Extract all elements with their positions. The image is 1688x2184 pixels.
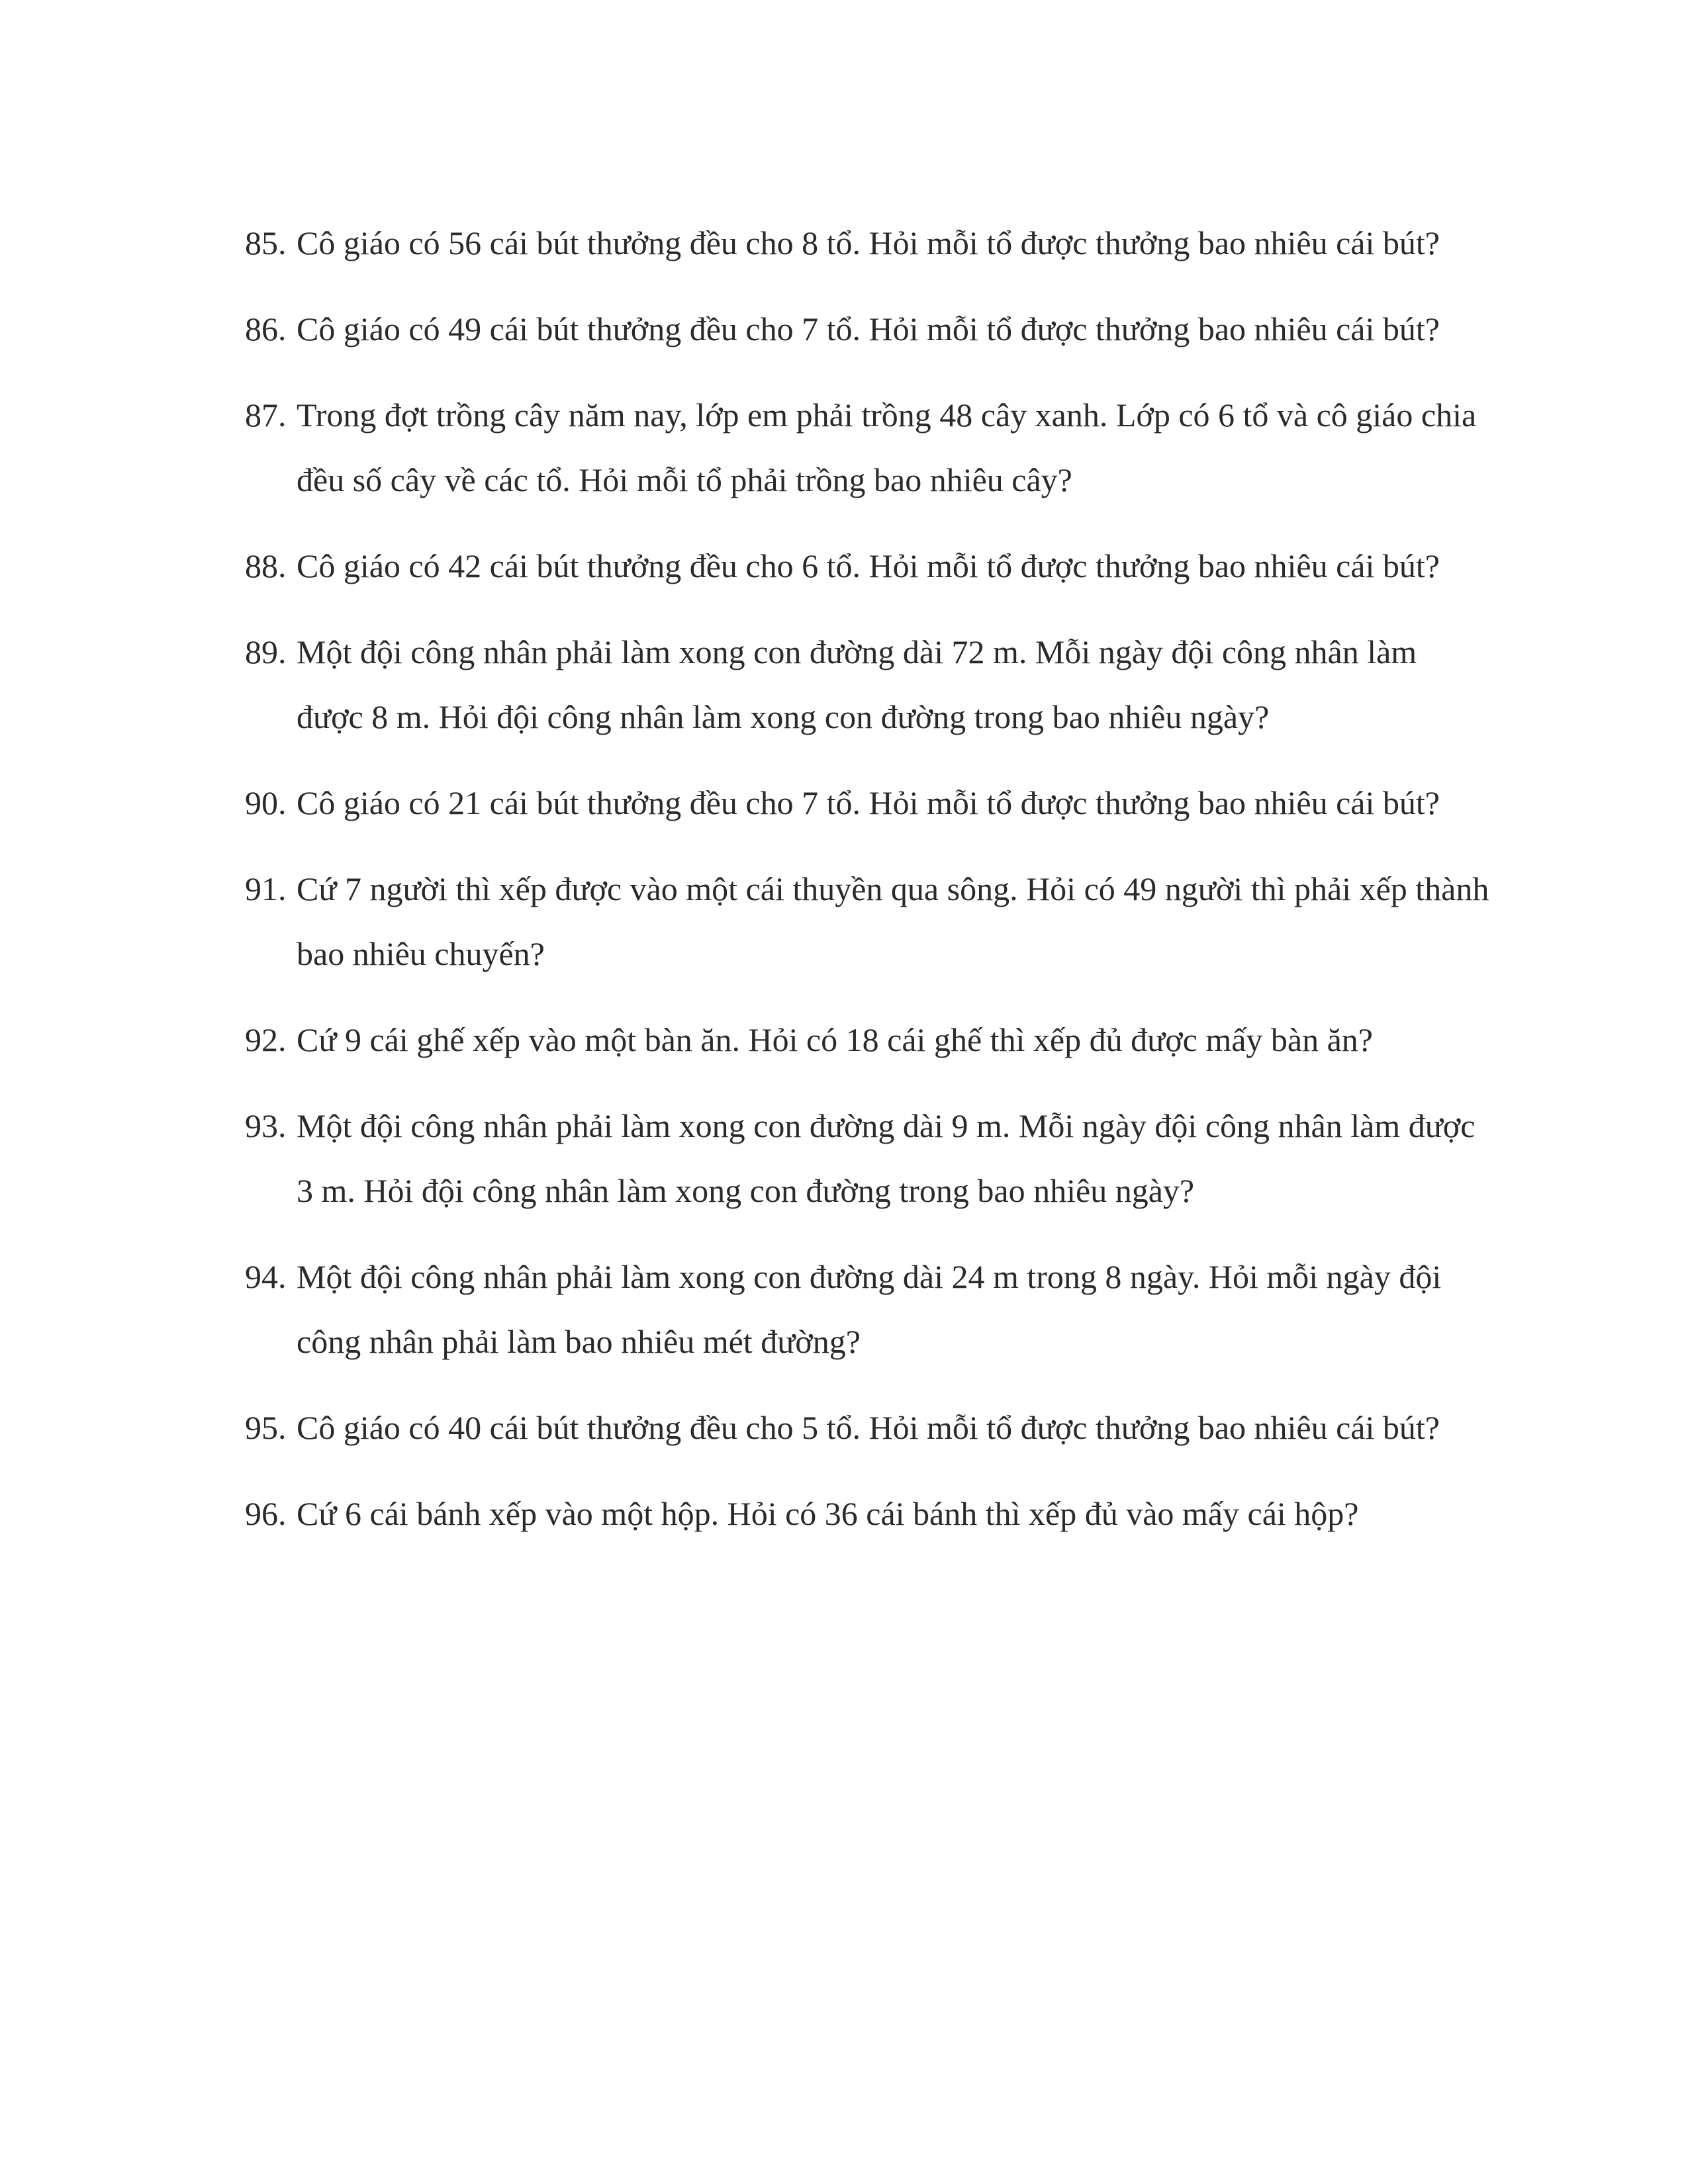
problem-item <box>245 1244 1489 1374</box>
problem-number: 90. <box>245 784 287 821</box>
problem-item <box>245 770 1489 835</box>
problem-item <box>245 1481 1489 1546</box>
problem-number: 92. <box>245 1021 287 1058</box>
problem-item <box>245 383 1489 512</box>
problem-text: Trong đợt trồng cây năm nay, lớp em phải trồng 48 cây xanh. Lớp có 6 tổ và cô giáo chia đều số cây về các tổ. Hỏi mỗi tổ phải trồng bao nhiêu cây? <box>297 396 1477 498</box>
problem-number: 88. <box>245 547 287 584</box>
problem-number: 95. <box>245 1409 287 1446</box>
problem-number: 86. <box>245 310 287 347</box>
problem-item <box>245 210 1489 275</box>
problem-text: Cô giáo có 21 cái bút thưởng đều cho 7 tổ. Hỏi mỗi tổ được thưởng bao nhiêu cái bút? <box>297 784 1440 821</box>
problem-item <box>245 1007 1489 1072</box>
problem-text: Một đội công nhân phải làm xong con đường dài 24 m trong 8 ngày. Hỏi mỗi ngày đội công nhân phải làm bao nhiêu mét đường? <box>297 1258 1442 1360</box>
problem-text: Một đội công nhân phải làm xong con đường dài 72 m. Mỗi ngày đội công nhân làm được 8 m. Hỏi đội công nhân làm xong con đường trong bao nhiêu ngày? <box>297 633 1417 735</box>
problem-text: Cứ 9 cái ghế xếp vào một bàn ăn. Hỏi có 18 cái ghế thì xếp đủ được mấy bàn ăn? <box>297 1021 1374 1058</box>
problem-list <box>245 210 1489 1567</box>
problem-number: 85. <box>245 224 287 261</box>
problem-text: Cô giáo có 49 cái bút thưởng đều cho 7 tổ. Hỏi mỗi tổ được thưởng bao nhiêu cái bút? <box>297 310 1440 347</box>
problem-number: 93. <box>245 1107 287 1144</box>
problem-text: Cô giáo có 56 cái bút thưởng đều cho 8 tổ. Hỏi mỗi tổ được thưởng bao nhiêu cái bút? <box>297 224 1440 261</box>
problem-item <box>245 619 1489 749</box>
problem-number: 96. <box>245 1495 287 1532</box>
problem-text: Một đội công nhân phải làm xong con đường dài 9 m. Mỗi ngày đội công nhân làm được 3 m. Hỏi đội công nhân làm xong con đường trong bao nhiêu ngày? <box>297 1107 1476 1209</box>
problem-number: 89. <box>245 633 287 670</box>
problem-text: Cứ 7 người thì xếp được vào một cái thuyền qua sông. Hỏi có 49 người thì phải xếp thành bao nhiêu chuyến? <box>297 870 1489 972</box>
problem-number: 91. <box>245 870 287 907</box>
problem-item <box>245 1093 1489 1223</box>
problem-number: 94. <box>245 1258 287 1295</box>
problem-item <box>245 296 1489 361</box>
problem-item <box>245 533 1489 598</box>
problem-number: 87. <box>245 396 287 433</box>
problem-item <box>245 1395 1489 1460</box>
problem-text: Cứ 6 cái bánh xếp vào một hộp. Hỏi có 36 cái bánh thì xếp đủ vào mấy cái hộp? <box>297 1495 1359 1532</box>
problem-text: Cô giáo có 42 cái bút thưởng đều cho 6 tổ. Hỏi mỗi tổ được thưởng bao nhiêu cái bút? <box>297 547 1440 584</box>
problem-item <box>245 856 1489 986</box>
problem-text: Cô giáo có 40 cái bút thưởng đều cho 5 tổ. Hỏi mỗi tổ được thưởng bao nhiêu cái bút? <box>297 1409 1440 1446</box>
